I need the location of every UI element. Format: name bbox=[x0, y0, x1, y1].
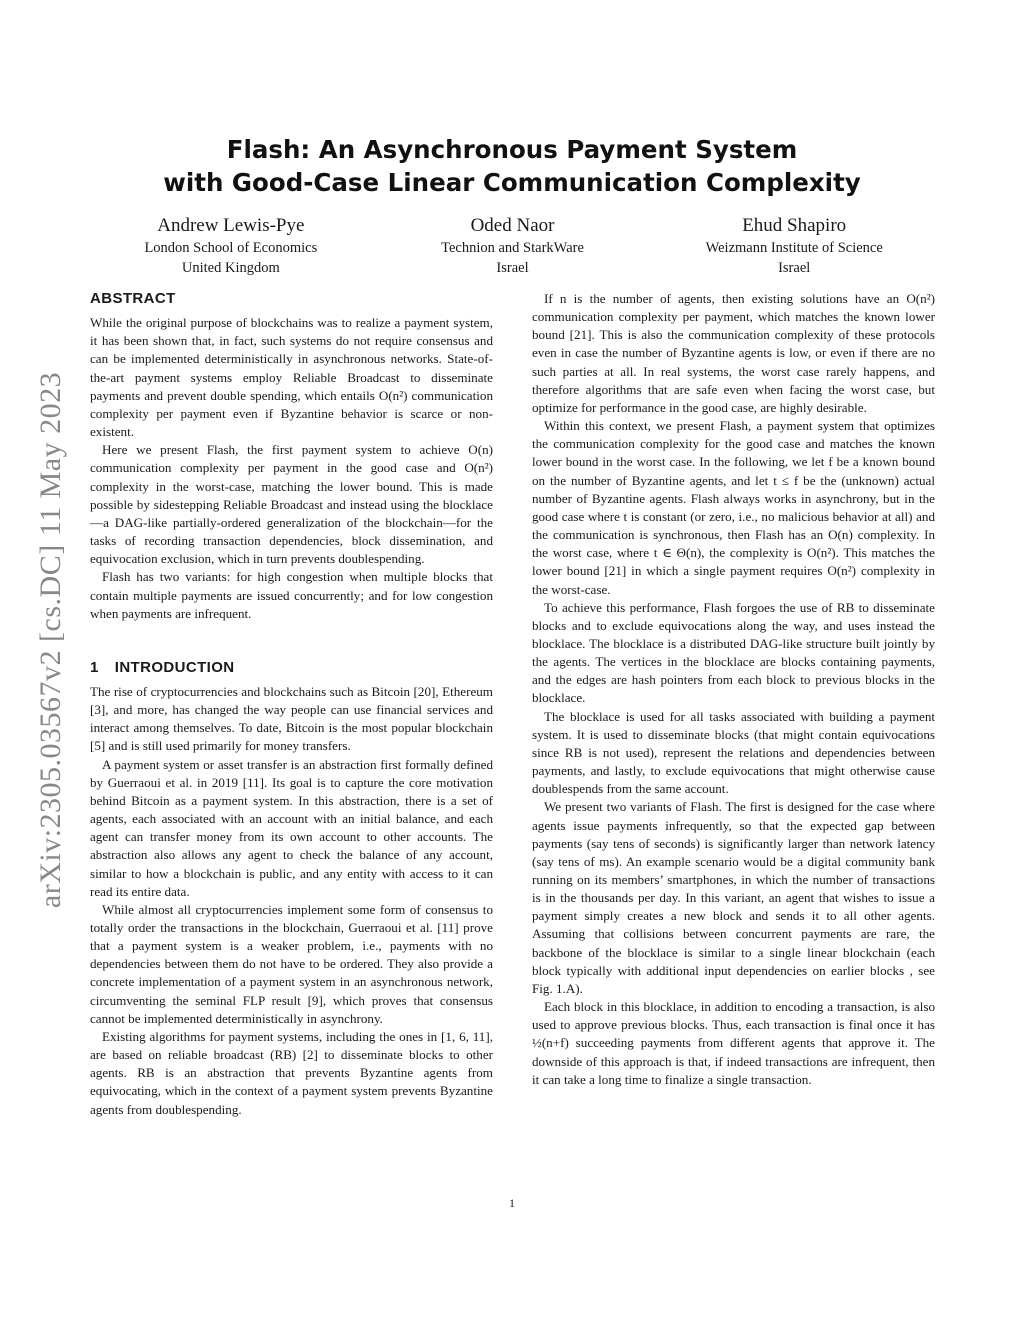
arxiv-identifier: arXiv:2305.03567v2 [cs.DC] 11 May 2023 bbox=[34, 371, 67, 909]
intro-paragraph: A payment system or asset transfer is an abstraction first formally defined by Guerraoui et al. in 2019 [11]. Its goal is to capture the core motivation behind Bitcoin as a payment system. In this abstraction, there is a set of agents, each associated with an account with an initial balance, and each agent can transfer money from its own account to other accounts. The abstraction also allows any agent to check the balance of any account, similar to how a blockchain is public, and any entity with access to it can read its entire data. bbox=[90, 756, 493, 899]
left-column bbox=[90, 290, 493, 1119]
author-name: Ehud Shapiro bbox=[742, 215, 847, 236]
author-affiliation: London School of Economics bbox=[144, 240, 318, 256]
author-1 bbox=[90, 214, 372, 278]
body-paragraph: Each block in this blocklace, in addition to encoding a transaction, is also used to approve previous blocks. Thus, each transaction is final once it has ½(n+f) succeeding payments from different agents that approve it. The downside of this approach is that, if indeed transactions are infrequent, then it can take a long time to finalize a single transaction. bbox=[532, 999, 935, 1087]
title-line-1: Flash: An Asynchronous Payment System bbox=[226, 135, 798, 164]
paper-title bbox=[0, 133, 1024, 199]
page-number: 1 bbox=[509, 1196, 515, 1210]
body-paragraph: If n is the number of agents, then existing solutions have an O(n²) communication complexity per payment, which matches the known lower bound [21]. This is also the communication complexity of these protocols even in case the number of Byzantine agents is low, or even if there are no such parties at all. In real systems, the worst case rarely happens, and therefore algorithms that are safe even when facing the worst case, but optimize for performance in the good case, are highly desirable. bbox=[532, 291, 935, 415]
right-column bbox=[532, 290, 935, 1089]
author-name: Andrew Lewis-Pye bbox=[157, 215, 305, 236]
section-number: 1 bbox=[90, 658, 99, 676]
author-affiliation: Weizmann Institute of Science bbox=[705, 240, 883, 256]
author-block bbox=[90, 214, 935, 278]
body-paragraph: The blocklace is used for all tasks associated with building a payment system. It is used to disseminate blocks (that might contain equivocations since RB is not used), represent the relations and dependencies between payments, and lastly, to exclude equivocations that might otherwise cause doublespends from the same account. bbox=[532, 708, 935, 797]
intro-paragraph: Existing algorithms for payment systems, including the ones in [1, 6, 11], are based on reliable broadcast (RB) [2] to disseminate blocks to other agents. RB is an abstraction that prevents Byzantine agents from equivocating, which in the context of a payment system prevents Byzantine agents from doublespending. bbox=[90, 1028, 493, 1117]
body-paragraph: To achieve this performance, Flash forgoes the use of RB to disseminate blocks and to exclude equivocations along the way, and uses instead the blocklace. The blocklace is a distributed DAG-like structure built jointly by the agents. The vertices in the blocklace are blocks containing payments, and the edges are hash pointers from each block to previous blocks in the blocklace. bbox=[532, 599, 935, 706]
title-line-2: with Good-Case Linear Communication Complexity bbox=[163, 168, 861, 197]
body-paragraph: We present two variants of Flash. The first is designed for the case where agents issue payments infrequently, so that the expected gap between payments (say tens of seconds) is significantly larger than network latency (say tens of ms). An example scenario would be a digital community bank running on its members’ smartphones, in which the number of transactions is in the thousands per day. In this variant, an agent that wishes to issue a payment simply creates a new block and sends it to all other agents. Assuming that collisions between concurrent payments are rare, the backbone of the blocklace is similar to a single linear blockchain (each block typically with additional input dependencies on earlier blocks , see Fig. 1.A). bbox=[532, 799, 935, 996]
intro-paragraph: While almost all cryptocurrencies implement some form of consensus to totally order the transactions in the blockchain, Guerraoui et al. [11] prove that a payment system is a weaker problem, i.e., payments with no dependencies between them do not have to be ordered. They also provide a concrete implementation of a payment system in an asynchronous network, circumventing the seminal FLP result [9], which proves that consensus cannot be implemented deterministically in asynchrony. bbox=[90, 901, 493, 1026]
author-2 bbox=[372, 214, 654, 278]
author-country: Israel bbox=[496, 260, 529, 276]
author-name: Oded Naor bbox=[470, 215, 555, 236]
author-country: Israel bbox=[778, 260, 811, 276]
abstract-paragraph: While the original purpose of blockchains was to realize a payment system, it has been shown that, in fact, such systems do not require consensus and can be implemented deterministically in asynchronous networks. State-of-the-art payment systems employ Reliable Broadcast to disseminate payments and prevent double spending, which entails O(n²) communication complexity per payment even if Byzantine behavior is scarce or non-existent. bbox=[90, 315, 493, 440]
section-title: INTRODUCTION bbox=[114, 658, 235, 676]
arxiv-sidebar bbox=[33, 340, 69, 940]
author-country: United Kingdom bbox=[181, 260, 280, 276]
introduction-heading bbox=[90, 659, 493, 677]
author-affiliation: Technion and StarkWare bbox=[441, 240, 584, 256]
abstract-paragraph: Here we present Flash, the first payment system to achieve O(n) communication complexity per payment in the good case and O(n²) complexity in the worst-case, matching the lower bound. This is made possible by sidestepping Reliable Broadcast and instead using the blocklace—a DAG-like partially-ordered generalization of the blockchain—for the tasks of recording transaction dependencies, block dissemination, and equivocation exclusion, which in turn prevents doublespending. bbox=[90, 442, 493, 567]
abstract-heading: ABSTRACT bbox=[90, 290, 176, 307]
intro-paragraph: The rise of cryptocurrencies and blockchains such as Bitcoin [20], Ethereum [3], and more, has changed the way people can use financial services and interact among themselves. To date, Bitcoin is the most popular blockchain [5] and is still used primarily for money transfers. bbox=[90, 683, 493, 754]
abstract-paragraph: Flash has two variants: for high congestion when multiple blocks that contain multiple payments are issued concurrently; and for low congestion when payments are infrequent. bbox=[90, 569, 493, 621]
body-paragraph: Within this context, we present Flash, a payment system that optimizes the communication complexity for the good case and matches the known lower bound in the worst case. In the following, we let f be a known bound on the number of Byzantine agents, and let t ≤ f be the (unknown) actual number of Byzantine agents. Flash always works in asynchrony, but in the good case where t is constant (or zero, i.e., no malicious behavior at all) and the communication is synchronous, then Flash has an O(n) complexity. In the worst case, where t ∈ Θ(n), the complexity is O(n²). This matches the lower bound [21] in which a single payment requires O(n²) complexity in the worst-case. bbox=[532, 418, 935, 597]
author-3 bbox=[653, 214, 935, 278]
